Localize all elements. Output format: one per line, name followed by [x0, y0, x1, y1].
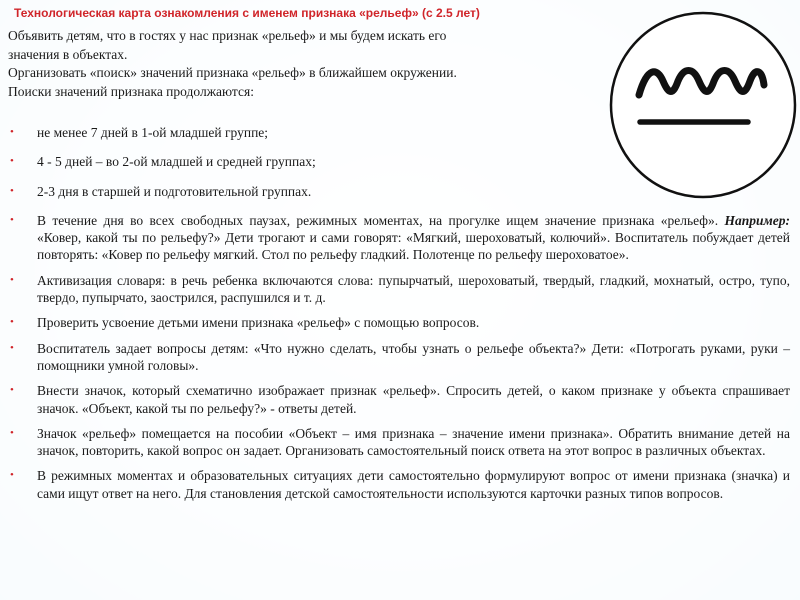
list-item	[0, 314, 790, 331]
list-item-text: 2-3 дня в старшей и подготовительной группах.	[37, 183, 312, 199]
bullet-icon: •	[10, 426, 14, 439]
intro-line: значения в объектах.	[8, 46, 128, 62]
list-item-text: не менее 7 дней в 1-ой младшей группе;	[37, 125, 269, 140]
intro-line: Поиски значений признака продолжаются:	[8, 84, 254, 100]
list-item	[0, 272, 790, 307]
list-item	[0, 467, 790, 502]
example-label: Например:	[724, 212, 790, 228]
bullet-icon: •	[10, 469, 14, 482]
bullet-icon: •	[10, 213, 14, 226]
list-item-text: В течение дня во всех свободных паузах, режимных моментах, на прогулке ищем значение признака «рельеф».	[37, 212, 725, 228]
list-item	[0, 212, 790, 264]
list-item-text: «Ковер, какой ты по рельефу?» Дети трогают и сами говорят: «Мягкий, шероховатый, колючий». Воспитатель побуждает детей повторять: «Ковер по рельефу мягкий. Стол по рельефу гладкий. Полотенце по рельефу шероховатое».	[37, 230, 790, 263]
list-item	[0, 340, 790, 375]
intro-text	[8, 27, 583, 102]
list-item-text: Внести значок, который схематично изображает признак «рельеф». Спросить детей, о каком признаке у объекта спрашивает значок. «Объект, какой ты по рельефу?» - ответы детей.	[37, 383, 790, 416]
bullet-icon: •	[10, 341, 14, 354]
list-item	[0, 382, 790, 417]
list-item-text: Активизация словаря: в речь ребенка включаются слова: пупырчатый, шероховатый, твердый, гладкий, мохнатый, остро, тупо, твердо, пупырчато, заострился, распушился и т. д.	[37, 272, 790, 306]
slide-title: Технологическая карта ознакомления с именем признака «рельеф» (с 2.5 лет)	[14, 6, 480, 20]
bullet-icon: •	[10, 316, 14, 329]
list-item-text: Проверить усвоение детьми имени признака «рельеф» с помощью вопросов.	[37, 315, 480, 331]
intro-line: Организовать «поиск» значений признака «рельеф» в ближайшем окружении.	[8, 65, 457, 81]
list-item-text: Воспитатель задает вопросы детям: «Что нужно сделать, чтобы узнать о рельефе объекта?» Дети: «Потрогать руками, руки – помощники умной головы».	[37, 340, 790, 373]
list-item	[0, 425, 790, 460]
bullet-icon: •	[10, 155, 14, 168]
list-item-text: Значок «рельеф» помещается на пособии «Объект – имя признака – значение имени признака». Обратить внимание детей на значок, повторить, какой вопрос он задает. Организовать самостоятельный поиск ответа на этот вопрос в различных объектах.	[37, 425, 790, 459]
bullet-icon: •	[10, 184, 14, 197]
list-item-text: 4 - 5 дней – во 2-ой младшей и средней группах;	[37, 154, 316, 170]
bullet-icon: •	[10, 384, 14, 397]
relief-sign-icon	[609, 11, 797, 199]
intro-line: Объявить детям, что в гостях у нас признак «рельеф» и мы будем искать его	[8, 28, 447, 43]
bullet-icon: •	[10, 126, 14, 138]
list-item-text: В режимных моментах и образовательных ситуациях дети самостоятельно формулируют вопрос от имени признака (значка) и сами ищут ответ на него. Для становления детской самостоятельности используются карточки разных типов вопросов.	[37, 468, 790, 501]
bullet-icon: •	[10, 273, 14, 286]
